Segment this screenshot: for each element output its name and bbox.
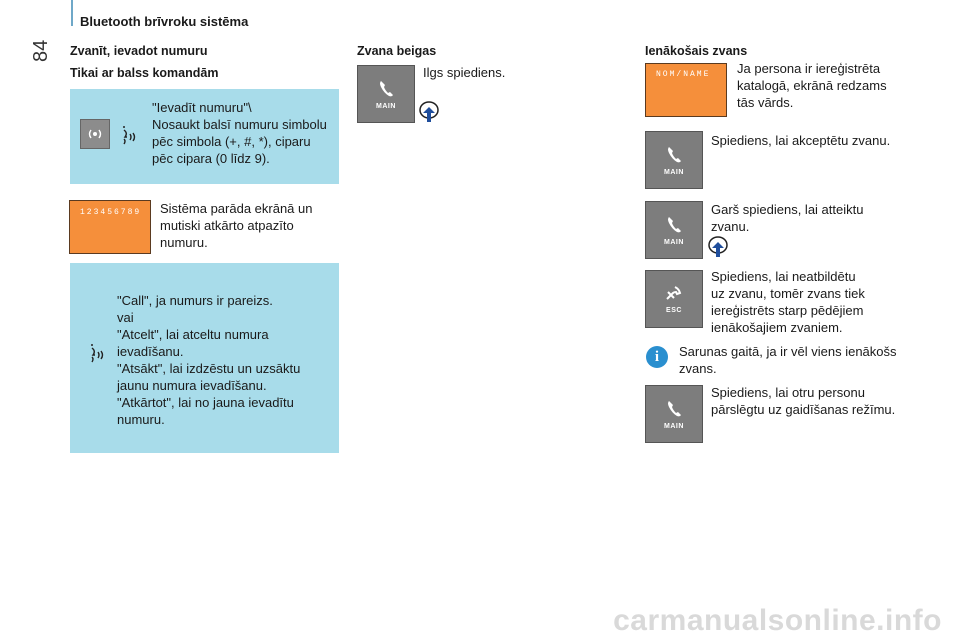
header-accent-bar — [71, 0, 73, 26]
phone-handset-icon — [665, 145, 683, 165]
voice-command-text: "Ievadīt numuru"\ Nosaukt balsī numuru simbolu pēc simbola (+, #, *), ciparu pēc cipara (0 līdz 9). — [152, 100, 327, 166]
main-button: MAIN — [357, 65, 415, 123]
long-press-icon — [419, 101, 439, 123]
esc-button: ESC — [645, 270, 703, 328]
section-title: Bluetooth brīvroku sistēma — [80, 14, 249, 29]
phone-handset-icon — [377, 79, 395, 99]
reject-call-text: Garš spiediens, lai atteiktu zvanu. — [711, 202, 864, 234]
name-display — [645, 63, 727, 117]
display-description: Sistēma parāda ekrānā un mutiski atkārto atpazīto numuru. — [160, 201, 313, 250]
accept-call-text: Spiediens, lai akceptētu zvanu. — [711, 133, 891, 148]
info-icon: i — [646, 346, 668, 368]
phone-handset-icon — [665, 215, 683, 235]
name-display-description: Ja persona ir iereģistrēta katalogā, ekrānā redzams tās vārds. — [737, 61, 887, 110]
page-number: 84 — [30, 39, 52, 62]
watermark: carmanualsonline.info — [613, 604, 942, 637]
main-button-reject: MAIN — [645, 201, 703, 259]
main-button-accept: MAIN — [645, 131, 703, 189]
ignore-call-text: Spiediens, lai neatbildētu uz zvanu, tomēr zvans tiek iereģistrēts starp pēdējiem ienākošajiem zvaniem. — [711, 269, 865, 335]
heading-voice-only: Tikai ar balss komandām — [70, 66, 219, 80]
long-press-icon — [708, 236, 728, 258]
end-call-text: Ilgs spiediens. — [423, 65, 506, 80]
sound-waves-icon — [85, 127, 105, 141]
voice-command-box — [70, 89, 339, 184]
heading-end-call: Zvana beigas — [357, 44, 437, 58]
phone-handset-icon — [665, 399, 683, 419]
confirm-command-box — [70, 263, 339, 453]
main-button-hold: MAIN — [645, 385, 703, 443]
heading-dial-number: Zvanīt, ievadot numuru — [70, 44, 208, 58]
confirm-command-text: "Call", ja numurs ir pareizs. vai "Atcelt", lai atceltu numura ievadīšanu. "Atsākt", lai izdzēstu un uzsāktu jaunu numura ievadīšanu. "Atkārtot", lai no jauna ievadītu numuru. — [117, 293, 301, 427]
display-digits: 123456789 — [80, 208, 142, 217]
hang-up-icon — [665, 285, 683, 303]
display-name-text: NOM/NAME — [656, 70, 711, 79]
voice-button — [80, 119, 110, 149]
heading-incoming-call: Ienākošais zvans — [645, 44, 748, 58]
speaking-head-icon — [86, 343, 108, 365]
number-display — [69, 200, 151, 254]
hold-call-text: Spiediens, lai otru personu pārslēgtu uz gaidīšanas režīmu. — [711, 385, 896, 417]
speaking-head-icon — [118, 125, 140, 147]
info-note-text: Sarunas gaitā, ja ir vēl viens ienākošs zvans. — [679, 344, 897, 376]
